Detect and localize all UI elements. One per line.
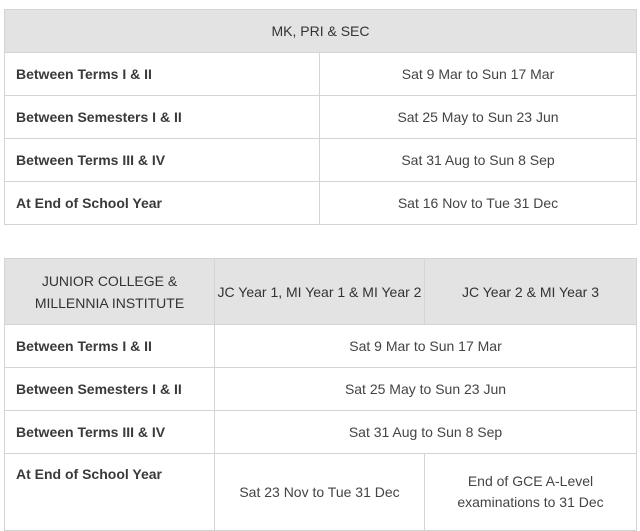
table-row [5, 139, 637, 182]
mk-pri-sec-holiday-table [4, 9, 637, 225]
row-value-jc-year1: Sat 23 Nov to Tue 31 Dec [215, 454, 425, 531]
table-row [5, 368, 637, 411]
table-row [5, 182, 637, 225]
row-label: At End of School Year [5, 454, 215, 531]
row-label: Between Terms I & II [5, 53, 320, 96]
table-header-row [5, 259, 637, 325]
row-value-jc-year2: End of GCE A-Level examinations to 31 Dec [425, 454, 637, 531]
row-value: Sat 31 Aug to Sun 8 Sep [215, 411, 637, 454]
table-row [5, 454, 637, 531]
row-value: Sat 16 Nov to Tue 31 Dec [320, 182, 637, 225]
table-row [5, 325, 637, 368]
table-row [5, 411, 637, 454]
row-value: Sat 9 Mar to Sun 17 Mar [320, 53, 637, 96]
row-value: Sat 31 Aug to Sun 8 Sep [320, 139, 637, 182]
table-header-row [5, 10, 637, 53]
table-header-jc-mi: JUNIOR COLLEGE & MILLENNIA INSTITUTE [5, 259, 215, 325]
table-header-mk-pri-sec: MK, PRI & SEC [5, 10, 637, 53]
row-label: Between Terms III & IV [5, 411, 215, 454]
table-row [5, 53, 637, 96]
table-row [5, 96, 637, 139]
table-header-jc-year1: JC Year 1, MI Year 1 & MI Year 2 [215, 259, 425, 325]
row-label: Between Semesters I & II [5, 368, 215, 411]
row-value: Sat 25 May to Sun 23 Jun [215, 368, 637, 411]
jc-mi-holiday-table [4, 258, 637, 531]
row-label: Between Semesters I & II [5, 96, 320, 139]
row-label: Between Terms III & IV [5, 139, 320, 182]
row-label: Between Terms I & II [5, 325, 215, 368]
row-label: At End of School Year [5, 182, 320, 225]
row-value: Sat 9 Mar to Sun 17 Mar [215, 325, 637, 368]
row-value: Sat 25 May to Sun 23 Jun [320, 96, 637, 139]
table-header-jc-year2: JC Year 2 & MI Year 3 [425, 259, 637, 325]
